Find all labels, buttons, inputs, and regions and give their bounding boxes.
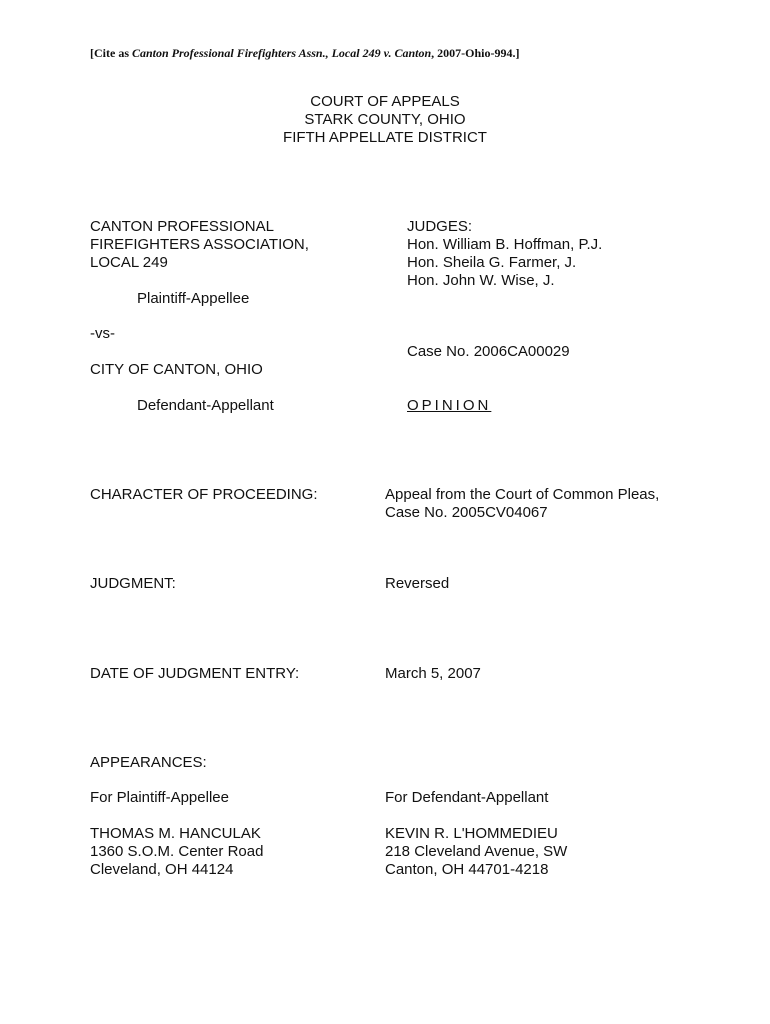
proceeding-value-line2: Case No. 2005CV04067: [385, 504, 548, 521]
judges-heading: JUDGES:: [407, 218, 473, 235]
judge-item: Hon. William B. Hoffman, P.J.: [407, 236, 603, 253]
opinion-label: OPINION: [407, 397, 492, 414]
plaintiff-counsel-address1: 1360 S.O.M. Center Road: [90, 843, 264, 860]
plaintiff-role: Plaintiff-Appellee: [137, 290, 250, 307]
plaintiff-counsel-label: For Plaintiff-Appellee: [90, 789, 229, 806]
judgment-value: Reversed: [385, 575, 450, 592]
plaintiff-counsel-name: THOMAS M. HANCULAK: [90, 825, 261, 842]
court-county: STARK COUNTY, OHIO: [304, 111, 466, 128]
defendant-role: Defendant-Appellant: [137, 397, 274, 414]
court-name: COURT OF APPEALS: [310, 93, 460, 110]
citation-case-name: Canton Professional Firefighters Assn., Local 249 v. Canton: [132, 46, 432, 60]
judgment-label: JUDGMENT:: [90, 575, 176, 592]
court-district: FIFTH APPELLATE DISTRICT: [283, 129, 487, 146]
judgment-date-label: DATE OF JUDGMENT ENTRY:: [90, 665, 300, 682]
judgment-date-value: March 5, 2007: [385, 665, 481, 682]
defendant-counsel-label: For Defendant-Appellant: [385, 789, 549, 806]
versus-label: -vs-: [90, 325, 115, 342]
plaintiff-name-line2: FIREFIGHTERS ASSOCIATION,: [90, 236, 309, 253]
citation-prefix: [Cite as: [90, 46, 132, 60]
defendant-name: CITY OF CANTON, OHIO: [90, 361, 263, 378]
citation-line: [90, 44, 520, 62]
proceeding-value-line1: Appeal from the Court of Common Pleas,: [385, 486, 660, 503]
defendant-counsel-address1: 218 Cleveland Avenue, SW: [385, 843, 568, 860]
case-number: Case No. 2006CA00029: [407, 343, 570, 360]
judge-item: Hon. Sheila G. Farmer, J.: [407, 254, 577, 271]
plaintiff-counsel-address2: Cleveland, OH 44124: [90, 861, 234, 878]
plaintiff-name-line1: CANTON PROFESSIONAL: [90, 218, 274, 235]
appearances-heading: APPEARANCES:: [90, 754, 207, 771]
defendant-counsel-address2: Canton, OH 44701-4218: [385, 861, 549, 878]
proceeding-label: CHARACTER OF PROCEEDING:: [90, 486, 318, 503]
citation-suffix: , 2007-Ohio-994.]: [431, 46, 520, 60]
judge-item: Hon. John W. Wise, J.: [407, 272, 555, 289]
plaintiff-name-line3: LOCAL 249: [90, 254, 168, 271]
defendant-counsel-name: KEVIN R. L'HOMMEDIEU: [385, 825, 558, 842]
